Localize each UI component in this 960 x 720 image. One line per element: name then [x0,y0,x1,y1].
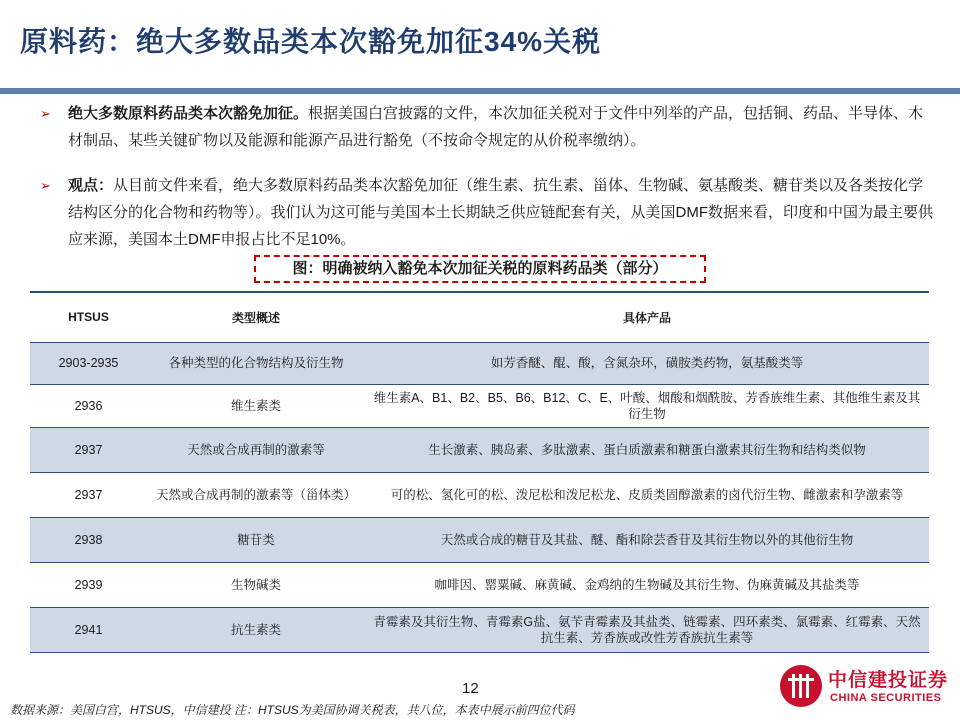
cell-products: 维生素A、B1、B2、B5、B6、B12、C、E、叶酸、烟酸和烟酰胺、芳香族维生素、其他维生素及其衍生物 [365,384,929,427]
cell-htsus: 2903-2935 [30,342,147,384]
table-row [30,472,929,517]
title-divider [0,88,960,94]
cell-htsus: 2937 [30,427,147,472]
cell-htsus: 2937 [30,472,147,517]
header-htsus: HTSUS [30,292,147,342]
company-logo [780,663,955,713]
cell-category: 维生素类 [147,384,365,427]
cell-htsus: 2936 [30,384,147,427]
bullet-bold-lead: 绝大多数原料药品类本次豁免加征。 [68,105,309,122]
cell-htsus: 2939 [30,562,147,607]
bullet-point-exemption [40,100,935,154]
cell-category: 天然或合成再制的激素等（甾体类） [147,472,365,517]
logo-emblem-icon [780,665,822,707]
cell-category: 各种类型的化合物结构及衍生物 [147,342,365,384]
cell-category: 抗生素类 [147,607,365,652]
arrow-bullet-icon: ➢ [40,178,51,193]
cell-products: 如芳香醚、醌、酸，含氮杂环，磺胺类药物，氨基酸类等 [365,342,929,384]
header-category: 类型概述 [147,292,365,342]
bullet-text [40,100,935,154]
cell-products: 青霉素及其衍生物、青霉素G盐、氨苄青霉素及其盐类、链霉素、四环素类、氯霉素、红霉素、天然抗生素、芳香族或改性芳香族抗生素等 [365,607,929,652]
table-row [30,607,929,652]
cell-products: 可的松、氢化可的松、泼尼松和泼尼松龙、皮质类固醇激素的卤代衍生物、雌激素和孕激素等 [365,472,929,517]
logo-name-en: CHINA SECURITIES [830,692,942,704]
table-row [30,342,929,384]
header-products: 具体产品 [365,292,929,342]
bullet-bold-lead: 观点： [68,177,114,194]
page-title: 原料药：绝大多数品类本次豁免加征34%关税 [20,26,602,57]
table-row [30,384,929,427]
cell-category: 糖苷类 [147,517,365,562]
logo-name-cn: 中信建投证券 [828,670,949,691]
page-number: 12 [462,680,479,697]
exempt-products-table [30,291,929,653]
table-header-row [30,292,929,342]
cell-category: 生物碱类 [147,562,365,607]
figure-caption: 图：明确被纳入豁免本次加征关税的原料药品类（部分） [254,255,706,283]
cell-htsus: 2938 [30,517,147,562]
cell-htsus: 2941 [30,607,147,652]
bullet-text [40,172,935,253]
bullet-body: 从目前文件来看，绝大多数原料药品类本次豁免加征（维生素、抗生素、甾体、生物碱、氨基酸类、糖苷类以及各类按化学结构区分的化合物和药物等）。我们认为这可能与美国本土长期缺乏供应链配套有关，从美国DMF数据来看，印度和中国为最主要供应来源，美国本土DMF申报占比不足10%。 [68,177,933,248]
bullet-body: 根据美国白宫披露的文件，本次加征关税对于文件中列举的产品，包括铜、药品、半导体、木材制品、某些关键矿物以及能源和能源产品进行豁免（不按命令规定的从价税率缴纳）。 [68,105,924,149]
data-source-note: 数据来源：美国白宫，HTSUS，中信建投 注：HTSUS为美国协调关税表，共八位，本表中展示前四位代码 [10,703,575,717]
table-row [30,517,929,562]
arrow-bullet-icon: ➢ [40,106,51,121]
cell-category: 天然或合成再制的激素等 [147,427,365,472]
table-row [30,427,929,472]
bullet-point-viewpoint [40,172,935,253]
cell-products: 天然或合成的糖苷及其盐、醚、酯和除芸香苷及其衍生物以外的其他衍生物 [365,517,929,562]
cell-products: 咖啡因、罂粟碱、麻黄碱、金鸡纳的生物碱及其衍生物、伪麻黄碱及其盐类等 [365,562,929,607]
cell-products: 生长激素、胰岛素、多肽激素、蛋白质激素和糖蛋白激素其衍生物和结构类似物 [365,427,929,472]
table-row [30,562,929,607]
